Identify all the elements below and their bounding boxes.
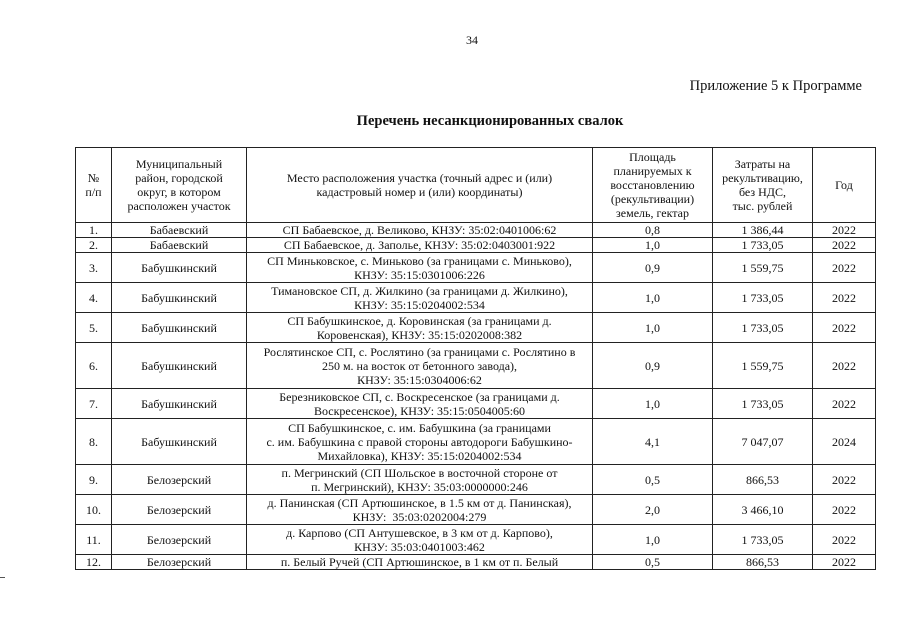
cell-location-line: СП Миньковское, с. Миньково (за границами с. Миньково), <box>267 253 572 268</box>
cell-year: 2022 <box>813 283 876 313</box>
cell-location-line: КНЗУ: 35:03:0202004:279 <box>352 509 487 524</box>
cell-location-line: п. Белый Ручей (СП Артюшинское, в 1 км от п. Белый <box>280 555 559 569</box>
cell-num: 12. <box>76 555 112 570</box>
cell-num: 9. <box>76 465 112 495</box>
header-area-line: земель, гектар <box>616 206 689 220</box>
cell-location-line: СП Бабаевское, д. Заполье, КНЗУ: 35:02:0403001:922 <box>283 238 556 252</box>
cell-district: Бабушкинский <box>112 343 247 389</box>
cell-cost: 1 559,75 <box>713 253 813 283</box>
cell-area: 2,0 <box>593 495 713 525</box>
cell-district: Бабушкинский <box>112 313 247 343</box>
cell-district: Бабаевский <box>112 223 247 238</box>
cell-location <box>247 465 593 495</box>
table-row <box>76 313 876 343</box>
header-district-line: округ, в котором <box>137 185 221 199</box>
cell-location-line: п. Мегринский (СП Шольское в восточной стороне от <box>281 465 558 480</box>
cell-cost: 1 733,05 <box>713 313 813 343</box>
table-row <box>76 525 876 555</box>
cell-year: 2022 <box>813 525 876 555</box>
cell-year: 2022 <box>813 343 876 389</box>
cell-location-line: КНЗУ: 35:15:0304006:62 <box>357 372 482 387</box>
cell-district: Белозерский <box>112 495 247 525</box>
cell-area: 0,5 <box>593 465 713 495</box>
header-row <box>76 148 876 223</box>
cell-location-line: СП Бабушкинское, с. им. Бабушкина (за границами <box>288 420 551 435</box>
header-num-line: № <box>87 171 100 185</box>
cell-year: 2022 <box>813 238 876 253</box>
document-title: Перечень несанкционированных свалок <box>356 113 624 129</box>
cell-location-line: КНЗУ: 35:03:0401003:462 <box>354 539 485 554</box>
header-area <box>593 148 713 223</box>
header-location <box>247 148 593 223</box>
header-district-line: район, городской <box>135 171 223 185</box>
cell-location-line: Тимановское СП, д. Жилкино (за границами д. Жилкино), <box>271 283 568 298</box>
cell-num: 11. <box>76 525 112 555</box>
header-area-line: восстановлению <box>610 178 695 192</box>
table-row <box>76 343 876 389</box>
table-row <box>76 283 876 313</box>
cell-location-line: КНЗУ: 35:15:0204002:534 <box>354 297 485 312</box>
header-district-line: расположен участок <box>127 199 231 213</box>
cell-area: 1,0 <box>593 283 713 313</box>
cell-location-line: Березниковское СП, с. Воскресенское (за границами д. <box>279 389 560 404</box>
cell-num: 2. <box>76 238 112 253</box>
header-cost-line: тыс. рублей <box>732 199 793 213</box>
cell-location-line: КНЗУ: 35:15:0301006:226 <box>354 267 485 282</box>
cell-location <box>247 283 593 313</box>
table-row <box>76 555 876 570</box>
cell-district: Бабушкинский <box>112 419 247 465</box>
table-body <box>76 223 876 570</box>
table-header <box>76 148 876 223</box>
cell-num: 6. <box>76 343 112 389</box>
cell-area: 1,0 <box>593 313 713 343</box>
cell-location-line: 250 м. на восток от бетонного завода), <box>321 358 518 373</box>
cell-num: 5. <box>76 313 112 343</box>
dumps-table <box>75 147 876 570</box>
cell-location <box>247 223 593 238</box>
cell-location <box>247 238 593 253</box>
cell-cost: 1 386,44 <box>713 223 813 238</box>
header-location-line: кадастровый номер и (или) координаты) <box>316 185 523 199</box>
cell-district: Бабушкинский <box>112 283 247 313</box>
header-num <box>76 148 112 223</box>
cell-location <box>247 495 593 525</box>
cell-area: 4,1 <box>593 419 713 465</box>
header-cost-line: без НДС, <box>738 185 786 199</box>
cell-location-line: СП Бабаевское, д. Великово, КНЗУ: 35:02:0401006:62 <box>282 223 557 237</box>
cell-num: 8. <box>76 419 112 465</box>
cell-area: 0,9 <box>593 343 713 389</box>
cell-year: 2024 <box>813 419 876 465</box>
cell-location <box>247 419 593 465</box>
table-row <box>76 389 876 419</box>
header-cost-line: Затраты на <box>734 157 791 171</box>
cell-location-line: Воскресенское), КНЗУ: 35:15:0504005:60 <box>313 403 526 418</box>
cell-num: 7. <box>76 389 112 419</box>
header-year-line: Год <box>835 178 853 192</box>
header-cost <box>713 148 813 223</box>
table-row <box>76 223 876 238</box>
cell-area: 0,9 <box>593 253 713 283</box>
table-row <box>76 465 876 495</box>
cell-location-line: с. им. Бабушкина с правой стороны автодороги Бабушкино- <box>266 434 573 449</box>
cell-location <box>247 313 593 343</box>
cell-location <box>247 343 593 389</box>
cell-location-line: п. Мегринский), КНЗУ: 35:03:0000000:246 <box>311 479 528 494</box>
cell-area: 0,8 <box>593 223 713 238</box>
table-row <box>76 253 876 283</box>
header-area-line: Площадь <box>629 150 676 164</box>
header-area-line: планируемых к <box>613 164 692 178</box>
cell-area: 1,0 <box>593 525 713 555</box>
header-num-line: п/п <box>85 185 102 199</box>
cell-num: 4. <box>76 283 112 313</box>
cell-num: 1. <box>76 223 112 238</box>
appendix-label: Приложение 5 к Программе <box>689 78 862 94</box>
cell-district: Белозерский <box>112 525 247 555</box>
cell-cost: 1 559,75 <box>713 343 813 389</box>
table-row <box>76 238 876 253</box>
cell-year: 2022 <box>813 555 876 570</box>
table-row <box>76 495 876 525</box>
cell-location-line: д. Карпово (СП Антушевское, в 3 км от д. Карпово), <box>286 525 553 540</box>
cell-location-line: СП Бабушкинское, д. Коровинская (за границами д. <box>287 313 552 328</box>
cell-year: 2022 <box>813 495 876 525</box>
cell-year: 2022 <box>813 465 876 495</box>
cell-location <box>247 555 593 570</box>
cell-cost: 1 733,05 <box>713 389 813 419</box>
cell-year: 2022 <box>813 253 876 283</box>
cell-area: 0,5 <box>593 555 713 570</box>
cell-area: 1,0 <box>593 238 713 253</box>
cell-cost: 1 733,05 <box>713 238 813 253</box>
cell-cost: 3 466,10 <box>713 495 813 525</box>
cell-cost: 866,53 <box>713 465 813 495</box>
header-year <box>813 148 876 223</box>
cell-district: Бабушкинский <box>112 389 247 419</box>
header-cost-line: рекультивацию, <box>722 171 803 185</box>
cell-cost: 1 733,05 <box>713 283 813 313</box>
cell-location-line: Михайловка), КНЗУ: 35:15:0204002:534 <box>317 448 522 463</box>
cell-location <box>247 253 593 283</box>
cell-location-line: Коровенская), КНЗУ: 35:15:0202008:382 <box>316 327 523 342</box>
cell-area: 1,0 <box>593 389 713 419</box>
scan-artifact <box>0 577 5 578</box>
cell-num: 3. <box>76 253 112 283</box>
cell-cost: 866,53 <box>713 555 813 570</box>
cell-location <box>247 389 593 419</box>
table-row <box>76 419 876 465</box>
cell-num: 10. <box>76 495 112 525</box>
cell-district: Бабаевский <box>112 238 247 253</box>
cell-year: 2022 <box>813 313 876 343</box>
cell-location-line: д. Панинская (СП Артюшинское, в 1.5 км от д. Панинская), <box>267 495 572 510</box>
cell-year: 2022 <box>813 389 876 419</box>
cell-location <box>247 525 593 555</box>
cell-location-line: Рослятинское СП, с. Рослятино (за границами с. Рослятино в <box>263 344 576 359</box>
cell-district: Белозерский <box>112 465 247 495</box>
cell-cost: 7 047,07 <box>713 419 813 465</box>
header-location-line: Место расположения участка (точный адрес и (или) <box>286 171 553 185</box>
cell-district: Бабушкинский <box>112 253 247 283</box>
header-district-line: Муниципальный <box>135 157 223 171</box>
header-district <box>112 148 247 223</box>
cell-district: Белозерский <box>112 555 247 570</box>
header-area-line: (рекультивации) <box>610 192 695 206</box>
cell-year: 2022 <box>813 223 876 238</box>
page-number: 34 <box>466 33 478 47</box>
cell-cost: 1 733,05 <box>713 525 813 555</box>
